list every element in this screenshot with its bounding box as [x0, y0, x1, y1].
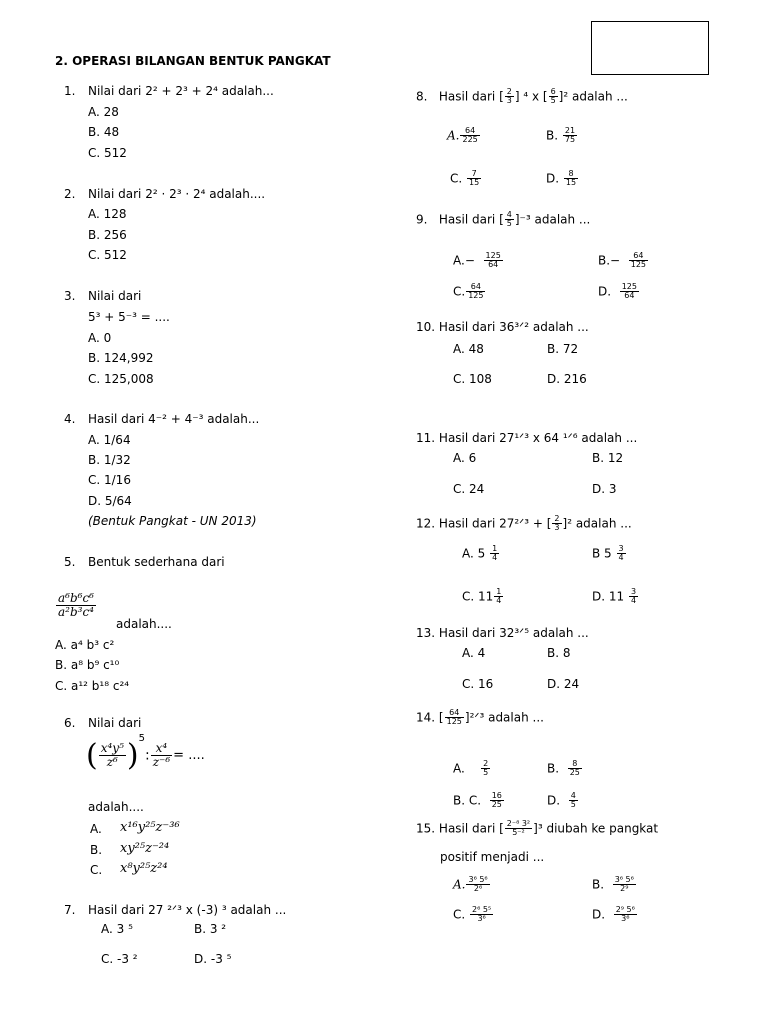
right-q15-opts-2-d: 3⁶ [477, 914, 486, 924]
q10-opt-a: A. 48 [453, 342, 484, 356]
right-q13-num: 13. [416, 626, 436, 640]
q6-opt-a-letter: A. [90, 822, 102, 836]
q11-opt-a: A. 6 [453, 451, 477, 465]
q12-opt-d [592, 588, 639, 606]
q4-text: Hasil dari 4⁻² + 4⁻³ adalah... [88, 412, 260, 426]
q4-opt-c: C. 1/16 [88, 473, 131, 487]
right-q15-opts-1-l: B. [592, 877, 605, 892]
q15-opt-a [453, 876, 491, 894]
q4-source-note: (Bentuk Pangkat - UN 2013) [88, 514, 257, 528]
q10-text [416, 320, 589, 334]
q7-opt-a: A. 3 ⁵ [101, 922, 133, 936]
right-q9-opts-3-l: D. [598, 284, 612, 299]
right-q12-opts-0-n: 1 [492, 544, 498, 553]
right-q15-opts-3-d: 3⁶ [621, 914, 630, 924]
q12-question [416, 515, 632, 533]
q13-opt-d: D. 24 [547, 677, 580, 691]
right-q10-text: Hasil dari 36³ᐟ² adalah ... [438, 320, 589, 334]
q8-question [416, 88, 628, 106]
right-q15-opts-3-n: 2⁹ 5⁶ [615, 905, 635, 914]
q12-opt-a [462, 545, 500, 563]
q6-expression: ( $\frac{\text{x⁴y⁵}}{\text{z⁶}}$ )$^5$: $\frac{\text{x⁴}}{\text{z⁻⁶}}$ = .... [86, 733, 205, 773]
q11-opt-d: D. 3 [592, 482, 617, 496]
right-q9-opts-1-l: B.− [598, 253, 621, 268]
q3-opt-b: B. 124,992 [88, 351, 154, 365]
right-q15-opts-2-n: 2⁶ 5⁵ [472, 905, 492, 914]
q3-num: 3. [64, 289, 76, 303]
q7-opt-b: B. 3 ² [194, 922, 227, 936]
page-title: 2. OPERASI BILANGAN BENTUK PANGKAT [55, 54, 331, 68]
right-q8-opts-0-n: 64 [460, 127, 479, 136]
q14-opt-a [453, 760, 491, 778]
q8-mid: ] ⁴ x [ [514, 89, 548, 104]
q9-question [416, 211, 590, 229]
right-q14-num: 14. [416, 710, 436, 725]
right-q14-fd: 125 [446, 717, 462, 727]
right-q8-opts-3-d: 15 [565, 178, 577, 188]
q6-num: 6. [64, 716, 76, 730]
right-q13-text: Hasil dari 32³ᐟ⁵ adalah ... [438, 626, 589, 640]
q6-right-numerator: x⁴ [151, 742, 172, 756]
q8-post: ]² adalah ... [558, 89, 628, 104]
q5-opt-c: C. a¹² b¹⁸ c²⁴ [55, 679, 130, 693]
right-q9-opts-3-d: 64 [624, 291, 635, 301]
right-q14-opts-2-n: 16 [491, 791, 502, 800]
q15-question [416, 820, 658, 838]
q1-num: 1. [64, 84, 76, 98]
q6-equals: = .... [173, 748, 205, 763]
q11-text [416, 431, 637, 445]
q4-opt-b: B. 1/32 [88, 453, 131, 467]
right-q8-opts-0-d: 225 [462, 135, 478, 145]
q6-text: Nilai dari [88, 716, 142, 730]
q8-opt-d [546, 170, 579, 188]
q1-opt-a: A. 28 [88, 105, 119, 119]
q4-opt-d: D. 5/64 [88, 494, 132, 508]
right-q14-pre: [ [438, 710, 444, 725]
q8-opt-a [447, 127, 481, 145]
q1-text: Nilai dari 2² + 2³ + 2⁴ adalah... [88, 84, 274, 98]
q8-frac1-den: 3 [506, 96, 512, 106]
right-q9-opts-0-n: 125 [485, 251, 501, 260]
right-q14-post: ]²ᐟ³ adalah ... [464, 710, 544, 725]
q6-opt-c-expr: x⁸y²⁵z²⁴ [120, 861, 168, 876]
right-q14-opts-3-d: 5 [570, 800, 576, 810]
right-q12-fn: 2 [554, 514, 560, 523]
right-q9-opts-2-n: 64 [466, 283, 485, 292]
q10-opt-b: B. 72 [547, 342, 579, 356]
right-q14-opts-0-d: 5 [483, 768, 489, 778]
q12-opt-c [462, 588, 504, 606]
q7-opt-c: C. -3 ² [101, 952, 138, 966]
q6-opt-a-expr: x¹⁶y²⁵z⁻³⁶ [120, 820, 180, 835]
right-q12-opts-3-d: 4 [630, 596, 637, 606]
right-q14-opts-0-n: 2 [483, 759, 489, 768]
q15-opt-b [592, 876, 637, 894]
right-q8-opts-2-n: 7 [467, 170, 481, 179]
right-q12-opts-1-n: 3 [618, 544, 624, 553]
q9-opt-b [598, 252, 649, 270]
right-q14-opts-3-n: 4 [570, 791, 576, 800]
q13-opt-a: A. 4 [462, 646, 486, 660]
right-q9-opts-1-n: 64 [629, 252, 648, 261]
right-q9-opts-0-d: 64 [488, 260, 499, 270]
q4-opt-a: A. 1/64 [88, 433, 131, 447]
q1-opt-b: B. 48 [88, 125, 120, 139]
q15-line2: positif menjadi ... [440, 850, 545, 864]
right-q15-opts-1-n: 3⁶ 5⁶ [614, 875, 634, 884]
q14-opt-d [547, 792, 579, 810]
right-q15-num: 15. [416, 821, 436, 836]
right-q10-num: 10. [416, 320, 436, 334]
q6-opt-c-letter: C. [90, 863, 103, 877]
right-q12-opts-1-d: 4 [618, 553, 624, 563]
right-q12-fd: 3 [554, 523, 560, 533]
q9-opt-d [598, 283, 640, 301]
right-q15-opts-0-d: 2⁶ [473, 884, 483, 894]
q8-pre: Hasil dari [ [438, 89, 504, 104]
right-q12-opts-2-l: C. 11 [462, 589, 494, 604]
q9-num: 9. [416, 212, 428, 227]
right-q12-opts-0-d: 4 [492, 553, 498, 563]
q15-opt-d [592, 906, 638, 924]
right-q9-pre: Hasil dari [ [438, 212, 504, 227]
right-q9-opts-3-n: 125 [621, 282, 637, 291]
right-q12-opts-0-l: A. 5 [462, 546, 486, 561]
right-q12-post: ]² adalah ... [562, 516, 632, 531]
q5-fraction [55, 592, 97, 618]
q12-opt-b [592, 545, 627, 563]
q11-opt-b: B. 12 [592, 451, 624, 465]
q15-opt-c [453, 906, 494, 924]
right-q11-num: 11. [416, 431, 436, 445]
right-q9-post: ]⁻³ adalah ... [514, 212, 591, 227]
right-q8-opts-2-d: 15 [469, 178, 480, 188]
q13-opt-b: B. 8 [547, 646, 571, 660]
q6-right-denominator: z⁻⁶ [152, 755, 171, 769]
q6-inner-denominator: z⁶ [106, 755, 118, 769]
right-q8-opts-0-l: A. [447, 128, 460, 143]
q7-text: Hasil dari 27 ²ᐟ³ x (-3) ³ adalah ... [88, 903, 287, 917]
right-q15-fn: 2⁻⁸ 3² [506, 819, 531, 828]
q3-opt-c: C. 125,008 [88, 372, 154, 386]
right-q14-opts-1-d: 25 [569, 768, 580, 778]
right-q12-opts-2-d: 4 [496, 596, 502, 606]
right-q14-opts-2-l: B. C. [453, 793, 482, 808]
q10-opt-c: C. 108 [453, 372, 492, 386]
q14-opt-b [547, 760, 583, 778]
answer-box [591, 21, 709, 75]
q9-opt-c [453, 283, 486, 301]
right-q12-opts-2-n: 1 [496, 587, 502, 596]
q6-opt-b-letter: B. [90, 843, 103, 857]
q8-frac1-num: 2 [506, 87, 512, 96]
right-q15-opts-3-l: D. [592, 907, 606, 922]
q5-opt-b: B. a⁸ b⁹ c¹⁰ [55, 658, 120, 672]
right-q9-opts-0-l: A.− [453, 253, 475, 268]
q13-text [416, 626, 589, 640]
q2-opt-b: B. 256 [88, 228, 127, 242]
q9-opt-a [453, 252, 504, 270]
q5-frac-numerator: a⁶b⁶c⁶ [58, 591, 94, 605]
right-q9-opts-1-d: 125 [630, 260, 647, 270]
q2-num: 2. [64, 187, 76, 201]
q6-opt-b-expr: xy²⁵z⁻²⁴ [120, 841, 170, 856]
right-q12-opts-3-l: D. 11 [592, 589, 625, 604]
right-q15-post: ]³ diubah ke pangkat [533, 821, 659, 836]
right-q14-opts-1-n: 8 [568, 760, 582, 769]
q1-opt-c: C. 512 [88, 146, 127, 160]
q6-tail: adalah.... [88, 800, 144, 814]
q8-num: 8. [416, 89, 428, 104]
q8-opt-c [450, 170, 482, 188]
right-q14-opts-0-l: A. [453, 761, 465, 776]
q2-opt-a: A. 128 [88, 207, 127, 221]
q8-opt-b [546, 127, 578, 145]
q5-text: Bentuk sederhana dari [88, 555, 225, 569]
q11-opt-c: C. 24 [453, 482, 485, 496]
q10-opt-d: D. 216 [547, 372, 587, 386]
right-q9-fn: 4 [506, 210, 512, 219]
q4-num: 4. [64, 412, 76, 426]
right-q11-text: Hasil dari 27¹ᐟ³ x 64 ¹ᐟ⁶ adalah ... [438, 431, 638, 445]
right-q8-opts-2-l: C. [450, 171, 463, 186]
right-q14-fn: 64 [445, 709, 464, 718]
q6-inner-numerator: x⁴y⁵ [100, 741, 124, 756]
q13-opt-c: C. 16 [462, 677, 494, 691]
right-q14-opts-3-l: D. [547, 793, 561, 808]
q5-tail: adalah.... [116, 617, 172, 631]
q5-frac-denominator: a²b³c⁴ [58, 604, 94, 619]
q14-question [416, 709, 544, 727]
right-q12-opts-3-n: 3 [630, 587, 637, 596]
right-q8-opts-1-l: B. [546, 128, 559, 143]
q5-num: 5. [64, 555, 76, 569]
q14-opt-c [453, 792, 505, 810]
right-q15-opts-0-l: A. [453, 877, 466, 892]
q6-colon: : [144, 747, 150, 764]
right-q15-opts-0-n: 3⁶ 5⁶ [468, 875, 488, 884]
right-q9-fd: 5 [506, 219, 512, 229]
q8-frac2-den: 5 [550, 96, 556, 106]
right-q15-opts-1-d: 2⁹ [620, 884, 629, 894]
q3-text: Nilai dari [88, 289, 142, 303]
q2-text: Nilai dari 2² · 2³ · 2⁴ adalah.... [88, 187, 266, 201]
right-q9-opts-2-d: 125 [468, 291, 484, 301]
right-q12-opts-1-l: B 5 [592, 546, 612, 561]
q7-num: 7. [64, 903, 76, 917]
q5-opt-a: A. a⁴ b³ c² [55, 638, 115, 652]
right-q8-opts-3-n: 8 [564, 170, 578, 179]
right-q8-opts-1-n: 21 [564, 126, 576, 135]
right-q15-pre: Hasil dari [ [438, 821, 504, 836]
right-q15-opts-2-l: C. [453, 907, 466, 922]
right-q15-fd: 5⁻² [512, 828, 525, 838]
q6-outer-exponent: 5 [138, 733, 145, 744]
right-q12-pre: Hasil dari 27²ᐟ³ + [ [438, 516, 552, 531]
q3-expr: 5³ + 5⁻³ = .... [88, 310, 170, 324]
q3-opt-a: A. 0 [88, 331, 112, 345]
right-q9-opts-2-l: C. [453, 284, 466, 299]
right-q12-num: 12. [416, 516, 436, 531]
right-q8-opts-1-d: 75 [564, 135, 576, 145]
q2-opt-c: C. 512 [88, 248, 127, 262]
right-q14-opts-2-d: 25 [491, 800, 502, 810]
right-q8-opts-3-l: D. [546, 171, 560, 186]
q8-frac2-num: 6 [550, 87, 556, 96]
q7-opt-d: D. -3 ⁵ [194, 952, 232, 966]
right-q14-opts-1-l: B. [547, 761, 560, 776]
